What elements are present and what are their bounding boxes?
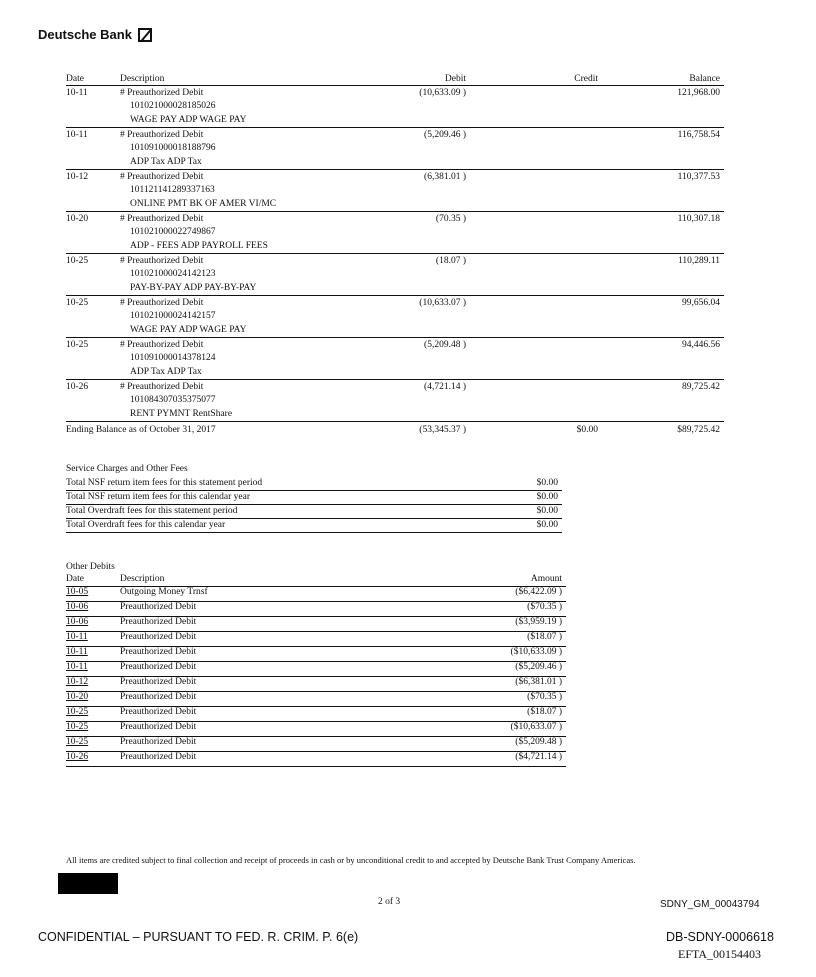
ending-label: Ending Balance as of October 31, 2017 [66,425,216,435]
bank-name: Deutsche Bank [38,27,132,42]
od-amount: ($5,209.48 ) [515,737,562,747]
tx-desc-payee: ADP Tax ADP Tax [130,157,202,167]
tx-desc-ref: 101021000024142157 [130,311,216,321]
tx-debit: (4,721.14 ) [424,382,466,392]
fee-amount: $0.00 [536,520,558,530]
od-date: 10-11 [66,632,88,642]
od-date: 10-20 [66,692,89,702]
tx-debit: (10,633.09 ) [419,88,466,98]
tx-desc-type: # Preauthorized Debit [120,172,204,182]
tx-desc-type: # Preauthorized Debit [120,382,204,392]
tx-desc-type: # Preauthorized Debit [120,214,204,224]
od-amount: ($70.35 ) [527,692,562,702]
od-amount: ($6,381.01 ) [515,677,562,687]
bank-logo [38,27,152,42]
od-col-amount: Amount [530,574,562,584]
od-description: Preauthorized Debit [120,722,197,732]
col-date: Date [66,74,84,84]
tx-debit: (10,633.07 ) [419,298,466,308]
od-amount: ($18.07 ) [527,632,562,642]
od-amount: ($70.35 ) [527,602,562,612]
fee-label: Total Overdraft fees for this calendar year [66,520,226,530]
redaction-block [58,873,118,894]
ending-debit: (53,345.37 ) [419,425,466,435]
tx-debit: (5,209.48 ) [424,340,466,350]
tx-desc-type: # Preauthorized Debit [120,88,204,98]
transactions-table [66,73,724,436]
od-date: 10-25 [66,707,89,717]
efta-number: EFTA_00154403 [678,947,762,961]
tx-date: 10-11 [66,88,88,98]
other-debit-row [66,692,566,707]
tx-date: 10-11 [66,130,88,140]
od-date: 10-25 [66,737,89,747]
tx-balance: 116,758.54 [677,130,720,140]
transaction-row [66,170,724,212]
od-amount: ($10,633.07 ) [510,722,562,732]
tx-desc-payee: PAY-BY-PAY ADP PAY-BY-PAY [130,283,257,293]
other-debit-row [66,602,566,617]
tx-debit: (18.07 ) [435,256,466,266]
od-description: Preauthorized Debit [120,737,197,747]
od-date: 10-12 [66,677,89,687]
od-description: Preauthorized Debit [120,617,197,627]
service-charges-section [66,464,562,533]
od-date: 10-25 [66,722,89,732]
transaction-row [66,338,724,380]
other-debit-row [66,722,566,737]
tx-date: 10-25 [66,298,89,308]
fee-amount: $0.00 [536,506,558,516]
ending-balance-row [66,422,724,436]
od-date: 10-11 [66,662,88,672]
od-amount: ($10,633.09 ) [510,647,562,657]
od-amount: ($6,422.09 ) [515,587,562,597]
confidential-notice: CONFIDENTIAL – PURSUANT TO FED. R. CRIM. P. 6(e) [38,930,359,944]
od-date: 10-05 [66,587,89,597]
other-debits-section [66,562,566,767]
od-amount: ($4,721.14 ) [515,752,562,762]
tx-desc-type: # Preauthorized Debit [120,340,204,350]
fee-amount: $0.00 [536,492,558,502]
other-debit-row [66,617,566,632]
tx-balance: 110,307.18 [677,214,720,224]
tx-desc-payee: ONLINE PMT BK OF AMER VI/MC [130,199,277,209]
other-debit-row [66,707,566,722]
tx-date: 10-25 [66,256,89,266]
od-description: Preauthorized Debit [120,647,197,657]
db-bates-number: DB-SDNY-0006618 [666,930,774,944]
od-description: Preauthorized Debit [120,692,197,702]
other-debit-row [66,587,566,602]
tx-date: 10-26 [66,382,89,392]
other-debit-row [66,752,566,767]
sdny-bates-number: SDNY_GM_00043794 [660,899,760,910]
tx-desc-payee: WAGE PAY ADP WAGE PAY [130,115,247,125]
od-date: 10-26 [66,752,89,762]
tx-desc-ref: 101021000028185026 [130,101,216,111]
od-description: Preauthorized Debit [120,602,197,612]
od-date: 10-06 [66,602,89,612]
transactions-header [66,73,724,86]
od-col-date: Date [66,574,84,584]
tx-desc-type: # Preauthorized Debit [120,130,204,140]
tx-date: 10-20 [66,214,89,224]
deutsche-bank-slash-logo-icon [138,28,152,42]
transaction-row [66,254,724,296]
fee-label: Total NSF return item fees for this statement period [66,478,263,488]
tx-desc-payee: WAGE PAY ADP WAGE PAY [130,325,247,335]
tx-debit: (5,209.46 ) [424,130,466,140]
transaction-row [66,380,724,422]
other-debit-row [66,662,566,677]
tx-balance: 110,289.11 [677,256,720,266]
other-debit-row [66,737,566,752]
od-description: Preauthorized Debit [120,662,197,672]
tx-desc-ref: 101084307035375077 [130,395,216,405]
tx-date: 10-25 [66,340,89,350]
od-date: 10-11 [66,647,88,657]
col-debit: Debit [444,74,466,84]
other-debit-row [66,677,566,692]
tx-desc-type: # Preauthorized Debit [120,298,204,308]
fee-row [66,477,562,491]
tx-desc-ref: 101091000018188796 [130,143,216,153]
col-description: Description [120,74,165,84]
transaction-row [66,212,724,254]
fee-label: Total NSF return item fees for this calendar year [66,492,250,502]
od-description: Preauthorized Debit [120,752,197,762]
tx-desc-payee: ADP Tax ADP Tax [130,367,202,377]
tx-debit: (6,381.01 ) [424,172,466,182]
tx-desc-ref: 101021000022749867 [130,227,216,237]
tx-debit: (70.35 ) [435,214,466,224]
od-description: Preauthorized Debit [120,707,197,717]
other-debits-header [66,574,566,587]
ending-credit: $0.00 [576,425,598,435]
fee-row [66,491,562,505]
tx-desc-payee: RENT PYMNT RentShare [130,409,233,419]
transaction-row [66,128,724,170]
tx-balance: 94,446.56 [682,340,720,350]
fee-row [66,505,562,519]
tx-desc-ref: 101121141289337163 [130,185,215,195]
tx-date: 10-12 [66,172,89,182]
page-number: 2 of 3 [378,897,401,907]
tx-desc-ref: 101021000024142123 [130,269,216,279]
od-description: Preauthorized Debit [120,632,197,642]
tx-desc-payee: ADP - FEES ADP PAYROLL FEES [130,241,268,251]
col-credit: Credit [574,74,598,84]
other-debit-row [66,632,566,647]
fees-title: Service Charges and Other Fees [66,464,188,474]
fee-amount: $0.00 [536,478,558,488]
fee-row [66,519,562,533]
od-date: 10-06 [66,617,89,627]
tx-balance: 89,725.42 [682,382,720,392]
tx-balance: 121,968.00 [677,88,720,98]
od-description: Preauthorized Debit [120,677,197,687]
transaction-row [66,296,724,338]
tx-desc-ref: 101091000014378124 [130,353,216,363]
tx-desc-type: # Preauthorized Debit [120,256,204,266]
od-amount: ($5,209.46 ) [515,662,562,672]
tx-balance: 99,656.04 [682,298,720,308]
od-description: Outgoing Money Trnsf [120,587,208,597]
ending-balance: $89,725.42 [677,425,720,435]
other-debit-row [66,647,566,662]
tx-balance: 110,377.53 [677,172,720,182]
other-debits-title: Other Debits [66,562,115,572]
od-col-description: Description [120,574,165,584]
transaction-row [66,86,724,128]
od-amount: ($3,959.19 ) [515,617,562,627]
od-amount: ($18.07 ) [527,707,562,717]
col-balance: Balance [689,74,720,84]
fee-label: Total Overdraft fees for this statement period [66,506,238,516]
disclaimer: All items are credited subject to final collection and receipt of proceeds in cash or by unconditional credit to and accepted by Deutsche Bank Trust Company Americas. [66,855,636,865]
